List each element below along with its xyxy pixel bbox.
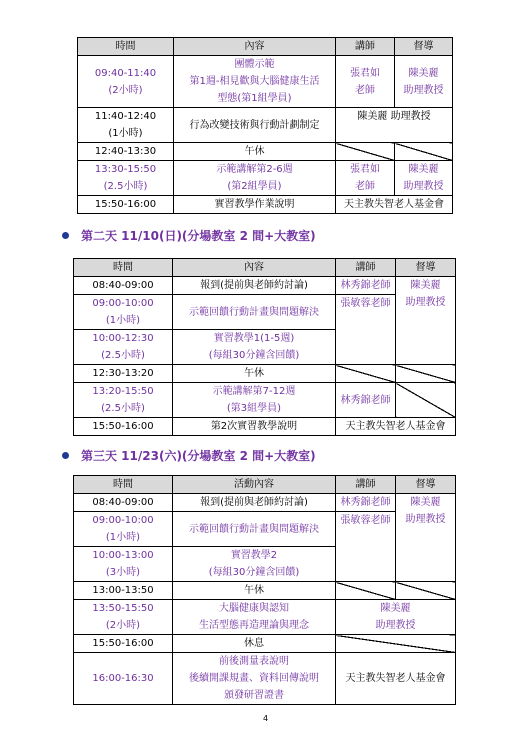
lecturer-cell: 林秀錦老師 — [336, 383, 396, 418]
col-header-supervisor: 督導 — [395, 38, 453, 56]
content-cell: 第2次實習教學說明 — [173, 418, 336, 436]
time-cell: 09:00-10:00 (1小時) — [74, 512, 173, 547]
col-header-supervisor: 督導 — [396, 259, 456, 277]
supervisor-cell: 陳美麗 助理教授 — [396, 494, 456, 582]
staff-cell: 天主教失智老人基金會 — [336, 418, 456, 436]
col-header-lecturer: 講師 — [336, 476, 396, 494]
table-row — [78, 161, 453, 196]
day1-schedule-table — [77, 37, 453, 214]
time-cell: 13:20-15:50 (2.5小時) — [74, 383, 173, 418]
lecturer-cell: 張敏蓉老師 — [336, 512, 396, 582]
table-row — [78, 143, 453, 161]
table-row — [74, 277, 456, 295]
table-row — [74, 365, 456, 383]
content-cell: 實習教學2 (每組30分鐘含回饋) — [173, 547, 336, 582]
col-header-content: 活動內容 — [173, 476, 336, 494]
empty-cell — [336, 143, 395, 161]
supervisor-cell: 陳美麗 助理教授 — [396, 277, 456, 365]
table-row — [74, 582, 456, 600]
table-row — [74, 600, 456, 635]
col-header-time: 時間 — [78, 38, 174, 56]
time-cell: 10:00-13:00 (3小時) — [74, 547, 173, 582]
lecturer-cell: 張君如 老師 — [336, 56, 395, 108]
time-cell: 12:40-13:30 — [78, 143, 174, 161]
empty-cell — [395, 143, 453, 161]
content-cell: 休息 — [173, 635, 336, 653]
table-row — [74, 418, 456, 436]
lecturer-cell: 林秀錦老師 — [336, 277, 396, 295]
content-cell: 午休 — [174, 143, 336, 161]
content-cell: 報到(提前與老師約討論) — [173, 494, 336, 512]
page-number: 4 — [262, 714, 269, 723]
content-cell: 大腦健康與認知 生活型態再造理論與理念 — [173, 600, 336, 635]
content-cell: 團體示範 第1週-相見歡與大腦健康生活 型態(第1組學員) — [174, 56, 336, 108]
time-cell: 15:50-16:00 — [78, 196, 174, 214]
time-cell: 15:50-16:00 — [74, 418, 173, 436]
day2-heading: 第二天 11/10(日)(分場教室 2 間+大教室) — [62, 227, 316, 244]
staff-cell: 陳美麗 助理教授 — [336, 108, 453, 143]
col-header-supervisor: 督導 — [396, 476, 456, 494]
time-cell: 10:00-12:30 (2.5小時) — [74, 330, 173, 365]
content-cell: 示範講解第2-6週 (第2組學員) — [174, 161, 336, 196]
col-header-lecturer: 講師 — [336, 259, 396, 277]
empty-cell — [336, 365, 396, 383]
bullet-icon — [62, 232, 69, 239]
bullet-icon — [62, 452, 69, 459]
col-header-lecturer: 講師 — [336, 38, 395, 56]
table-row — [74, 494, 456, 512]
table-row — [74, 653, 456, 705]
col-header-time: 時間 — [74, 476, 173, 494]
staff-cell: 天主教失智老人基金會 — [336, 653, 456, 705]
time-cell: 15:50-16:00 — [74, 635, 173, 653]
day3-heading: 第三天 11/23(六)(分場教室 2 間+大教室) — [62, 447, 316, 464]
content-cell: 報到(提前與老師約討論) — [173, 277, 336, 295]
time-cell: 11:40-12:40 (1小時) — [78, 108, 174, 143]
col-header-content: 內容 — [174, 38, 336, 56]
time-cell: 16:00-16:30 — [74, 653, 173, 705]
time-cell: 08:40-09:00 — [74, 494, 173, 512]
table-row — [74, 635, 456, 653]
time-cell: 13:00-13:50 — [74, 582, 173, 600]
empty-cell — [336, 635, 456, 653]
lecturer-cell: 張敏蓉老師 — [336, 295, 396, 365]
table-row — [78, 196, 453, 214]
staff-cell: 天主教失智老人基金會 — [336, 196, 453, 214]
time-cell: 13:30-15:50 (2.5小時) — [78, 161, 174, 196]
time-cell: 09:40-11:40 (2小時) — [78, 56, 174, 108]
content-cell: 行為改變技術與行動計劃制定 — [174, 108, 336, 143]
content-cell: 示範回饋行動計畫與問題解決 — [173, 295, 336, 330]
table-row — [78, 108, 453, 143]
table-row — [78, 56, 453, 108]
content-cell: 示範講解第7-12週 (第3組學員) — [173, 383, 336, 418]
staff-cell: 陳美麗 助理教授 — [336, 600, 456, 635]
content-cell: 前後測量表說明 後續開課規畫、資料回傳說明 頒發研習證書 — [173, 653, 336, 705]
supervisor-cell: 陳美麗 助理教授 — [395, 161, 453, 196]
empty-cell — [396, 365, 456, 383]
table-row — [74, 383, 456, 418]
content-cell: 示範回饋行動計畫與問題解決 — [173, 512, 336, 547]
empty-cell — [396, 383, 456, 418]
time-cell: 13:50-15:50 (2小時) — [74, 600, 173, 635]
day2-schedule-table — [73, 258, 456, 436]
time-cell: 12:30-13:20 — [74, 365, 173, 383]
col-header-content: 內容 — [173, 259, 336, 277]
time-cell: 08:40-09:00 — [74, 277, 173, 295]
empty-cell — [396, 582, 456, 600]
content-cell: 午休 — [173, 365, 336, 383]
time-cell: 09:00-10:00 (1小時) — [74, 295, 173, 330]
content-cell: 午休 — [173, 582, 336, 600]
content-cell: 實習教學作業說明 — [174, 196, 336, 214]
content-cell: 實習教學1(1-5週) (每組30分鐘含回饋) — [173, 330, 336, 365]
col-header-time: 時間 — [74, 259, 173, 277]
lecturer-cell: 張君如 老師 — [336, 161, 395, 196]
empty-cell — [336, 582, 396, 600]
supervisor-cell: 陳美麗 助理教授 — [395, 56, 453, 108]
day3-schedule-table — [73, 475, 456, 705]
lecturer-cell: 林秀錦老師 — [336, 494, 396, 512]
